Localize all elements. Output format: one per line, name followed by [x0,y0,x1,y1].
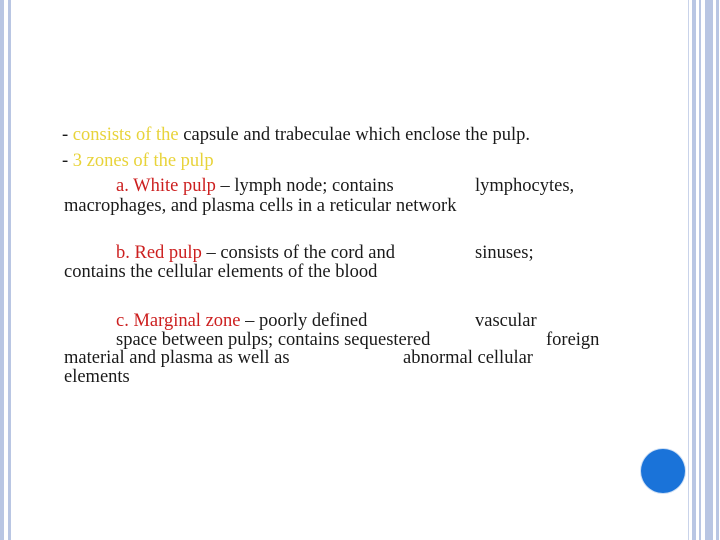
marginal-zone-text-4: elements [64,367,130,387]
left-border-stripe [8,0,11,540]
marginal-zone-line-1 [116,312,367,331]
red-pulp-line-1 [116,244,395,263]
red-pulp-label: b. Red pulp [116,243,202,263]
white-pulp-line-1-end [475,177,574,196]
right-border-stripe [699,0,701,540]
red-pulp-text-end: sinuses; [475,243,534,263]
white-pulp-text: – lymph node; contains [215,176,394,196]
white-pulp-text-2: macrophages, and plasma cells in a reticular network [64,196,457,216]
right-border-decoration [688,0,720,540]
red-pulp-line-2 [64,263,377,282]
marginal-zone-line-1-end [475,312,537,331]
bullet-text: capsule and trabeculae which enclose the pulp. [178,125,531,145]
bullet-dash: - [62,125,73,145]
marginal-zone-text-2-end: foreign [546,330,600,350]
left-border-decoration [0,0,12,540]
right-border-stripe [692,0,696,540]
white-pulp-text-end: lymphocytes, [475,176,575,196]
marginal-zone-text-3: material and plasma as well as [64,348,290,368]
marginal-zone-line-4 [64,368,130,387]
marginal-zone-text-2: space between pulps; contains sequestered [116,330,431,350]
bullet-capsule [62,126,530,145]
marginal-zone-line-3-end [403,349,533,368]
marginal-zone-line-3 [64,349,290,368]
red-pulp-line-1-end [475,244,534,263]
bullet-dash: - [62,151,73,171]
marginal-zone-line-2-end [546,331,599,350]
right-border-stripe [716,0,719,540]
red-pulp-text-2: contains the cellular elements of the blood [64,262,378,282]
bullet-zones [62,152,214,171]
white-pulp-label: a. White pulp [116,176,216,196]
marginal-zone-text: – poorly defined [240,311,368,331]
red-pulp-text: – consists of the cord and [201,243,396,263]
marginal-zone-text-end: vascular [475,311,537,331]
bullet-highlight: consists of the [72,125,179,145]
right-border-stripe [688,0,689,540]
marginal-zone-text-3-end: abnormal cellular [403,348,533,368]
marginal-zone-label: c. Marginal zone [116,311,241,331]
white-pulp-line-2 [64,197,456,216]
decorative-circle [641,449,685,493]
white-pulp-line-1 [116,177,394,196]
left-border-stripe [0,0,4,540]
marginal-zone-line-2 [116,331,430,350]
bullet-highlight: 3 zones of the pulp [72,151,214,171]
right-border-stripe [705,0,713,540]
